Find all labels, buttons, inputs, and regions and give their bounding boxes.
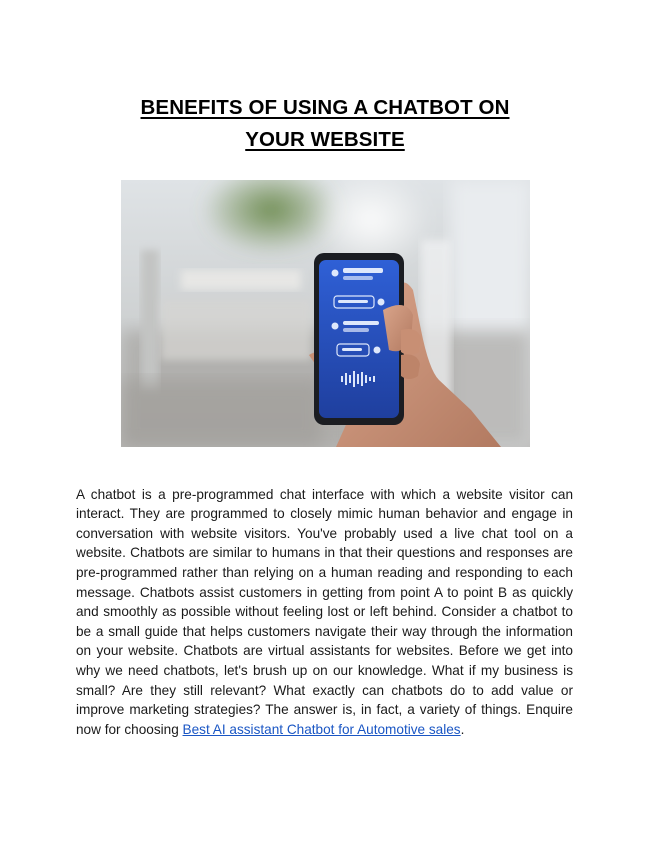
paragraph-trailing: . — [460, 721, 465, 737]
page-title — [60, 92, 590, 156]
title-line-2: YOUR WEBSITE — [245, 127, 405, 151]
paragraph-text: A chatbot is a pre-programmed chat interface with which a website visitor can interact. They are programmed to closely mimic human behavior and engage in conversation with website visitors. You've probably used a live chat tool on a website. Chatbots are similar to humans in that their questions and responses are pre-programmed rather than relying on a human reading and responding to each message. Chatbots assist customers in getting from point A to point B as quickly and smoothly as possible without feeling lost or left behind. Consider a chatbot to be a small guide that helps customers navigate their way through the information on your website. Chatbots are virtual assistants for websites. Before we get into why we need chatbots, let's brush up on our knowledge. What if my business is small? Are they still relevant? What exactly can chatbots do to add value or improve marketing strategies? The answer is, in fact, a variety of things. Enquire now for choosing — [76, 486, 573, 737]
phone-chat-photo-icon — [121, 180, 530, 447]
body-paragraph — [76, 485, 573, 740]
chatbot-link[interactable]: Best AI assistant Chatbot for Automotive sales — [182, 721, 461, 737]
title-line-1: BENEFITS OF USING A CHATBOT ON — [140, 95, 510, 119]
hero-photo — [121, 180, 530, 447]
